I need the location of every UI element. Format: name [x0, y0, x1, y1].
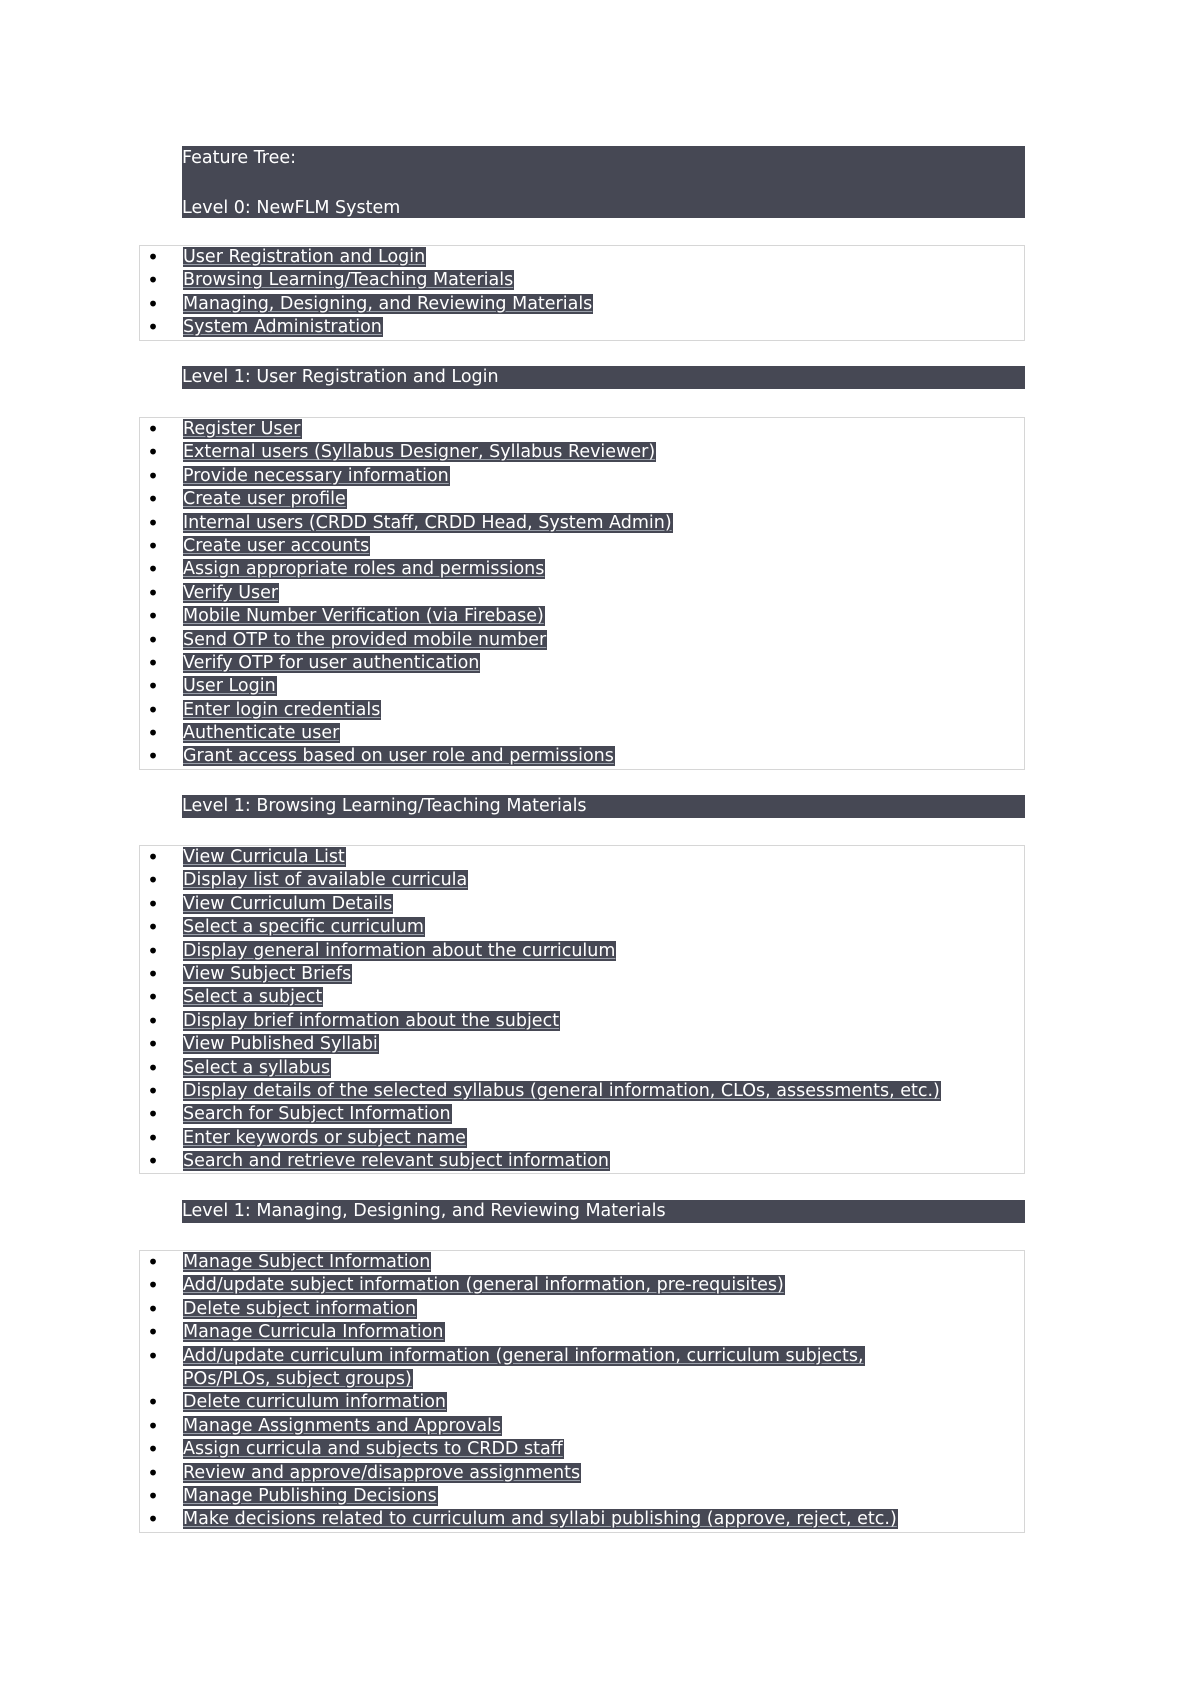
list-item [140, 1391, 1024, 1414]
bullet-icon: • [147, 721, 159, 746]
bullet-icon: • [147, 1008, 159, 1033]
section-heading-managing [182, 1200, 1025, 1223]
list-item-text: Select a specific curriculum [183, 917, 424, 938]
list-item [140, 1508, 1024, 1531]
list-item-text: Search for Subject Information [183, 1104, 451, 1125]
bullet-icon: • [147, 868, 159, 893]
browsing-list [139, 845, 1025, 1174]
bullet-icon: • [147, 845, 159, 869]
list-item-text: Create user profile [183, 489, 346, 510]
list-item-text: Send OTP to the provided mobile number [183, 629, 547, 650]
list-item-text: Review and approve/disapprove assignments [183, 1462, 581, 1483]
list-item [140, 1080, 1024, 1103]
bullet-icon: • [147, 510, 159, 535]
list-item-text: Browsing Learning/Teaching Materials [183, 270, 514, 291]
section-heading-text: Level 1: Browsing Learning/Teaching Materials [182, 796, 587, 816]
list-item [140, 465, 1024, 488]
list-item [140, 745, 1024, 768]
bullet-icon: • [147, 938, 159, 963]
list-item [140, 1127, 1024, 1150]
bullet-icon: • [147, 985, 159, 1010]
bullet-icon: • [147, 487, 159, 512]
list-item-text: Add/update subject information (general information, pre-requisites) [183, 1275, 784, 1296]
list-item [140, 940, 1024, 963]
list-item-text: View Curricula List [183, 847, 345, 867]
list-item-text: System Administration [183, 317, 382, 338]
list-item [140, 1485, 1024, 1508]
list-item [140, 869, 1024, 892]
bullet-icon: • [147, 440, 159, 465]
list-item-text: Manage Assignments and Approvals [183, 1415, 502, 1436]
list-item-text: Enter login credentials [183, 699, 381, 720]
bullet-icon: • [147, 1390, 159, 1415]
list-item [140, 1010, 1024, 1033]
bullet-icon: • [147, 1125, 159, 1150]
section-heading-browsing [182, 795, 1025, 818]
list-item-text: Verify OTP for user authentication [183, 652, 480, 673]
list-item-text: Display brief information about the subject [183, 1010, 560, 1031]
list-item [140, 1150, 1024, 1173]
bullet-icon: • [147, 1273, 159, 1298]
list-item-text: Manage Subject Information [183, 1252, 431, 1272]
list-item-text: Managing, Designing, and Reviewing Materials [183, 293, 593, 314]
list-item [140, 916, 1024, 939]
list-item-text: Delete subject information [183, 1298, 417, 1319]
list-item [140, 535, 1024, 558]
bullet-icon: • [147, 1296, 159, 1321]
list-item [140, 1438, 1024, 1461]
bullet-icon: • [147, 961, 159, 986]
list-item [140, 1345, 1024, 1392]
bullet-icon: • [147, 1032, 159, 1057]
list-item-text: Mobile Number Verification (via Firebase) [183, 606, 544, 627]
list-item-text: External users (Syllabus Designer, Syllabus Reviewer) [183, 442, 656, 463]
list-item-text: Verify User [183, 582, 279, 603]
bullet-icon: • [147, 533, 159, 558]
list-item [140, 652, 1024, 675]
list-item [140, 558, 1024, 581]
feature-tree-header [182, 146, 1025, 218]
bullet-icon: • [147, 697, 159, 722]
managing-list [139, 1250, 1025, 1533]
bullet-icon: • [147, 1250, 159, 1274]
list-item [140, 1274, 1024, 1297]
list-item-text: Manage Publishing Decisions [183, 1485, 437, 1506]
list-item-text: Enter keywords or subject name [183, 1127, 466, 1148]
section-heading-text: Level 1: User Registration and Login [182, 367, 499, 387]
list-item [140, 418, 1024, 441]
bullet-icon: • [147, 1483, 159, 1508]
list-item-text: View Subject Briefs [183, 963, 352, 984]
list-item [140, 246, 1024, 269]
bullet-icon: • [147, 891, 159, 916]
level0-title: Level 0: NewFLM System [182, 198, 401, 218]
bullet-icon: • [147, 1413, 159, 1438]
list-item [140, 1415, 1024, 1438]
list-item-text: Display list of available curricula [183, 870, 468, 891]
list-item-text: Grant access based on user role and permissions [183, 746, 614, 767]
bullet-icon: • [147, 291, 159, 316]
bullet-icon: • [147, 915, 159, 940]
bullet-icon: • [147, 1507, 159, 1532]
list-item [140, 605, 1024, 628]
list-item-text: Provide necessary information [183, 465, 449, 486]
bullet-icon: • [147, 1437, 159, 1462]
list-item [140, 699, 1024, 722]
list-item [140, 441, 1024, 464]
list-item-text: User Registration and Login [183, 247, 426, 267]
list-item [140, 846, 1024, 869]
bullet-icon: • [147, 417, 159, 441]
list-item-text: Delete curriculum information [183, 1392, 446, 1413]
bullet-icon: • [147, 1055, 159, 1080]
list-item-text: Assign appropriate roles and permissions [183, 559, 545, 580]
list-item-text: View Published Syllabi [183, 1034, 378, 1055]
list-item [140, 722, 1024, 745]
list-item-wrap [183, 1345, 943, 1392]
list-item-text: Internal users (CRDD Staff, CRDD Head, System Admin) [183, 512, 672, 533]
section-heading-text: Level 1: Managing, Designing, and Reviewing Materials [182, 1201, 666, 1221]
bullet-icon: • [147, 1320, 159, 1345]
list-item [140, 963, 1024, 986]
list-item-text: View Curriculum Details [183, 893, 393, 914]
user-registration-list [139, 417, 1025, 770]
list-item [140, 488, 1024, 511]
bullet-icon: • [147, 674, 159, 699]
level0-list [139, 245, 1025, 341]
bullet-icon: • [147, 650, 159, 675]
list-item [140, 293, 1024, 316]
list-item-text: Add/update curriculum information (general information, curriculum subjects, POs/PLOs, subject groups) [183, 1345, 864, 1389]
list-item-text: Make decisions related to curriculum and syllabi publishing (approve, reject, etc.) [183, 1509, 897, 1530]
list-item [140, 582, 1024, 605]
bullet-icon: • [147, 1102, 159, 1127]
section-heading-user-registration [182, 366, 1025, 389]
list-item [140, 893, 1024, 916]
bullet-icon: • [147, 557, 159, 582]
list-item-text: Select a subject [183, 987, 323, 1008]
list-item-text: User Login [183, 676, 276, 697]
list-item [140, 1298, 1024, 1321]
header-spacer [182, 170, 1025, 196]
list-item [140, 1033, 1024, 1056]
list-item-text: Select a syllabus [183, 1057, 331, 1078]
list-item [140, 1057, 1024, 1080]
bullet-icon: • [147, 268, 159, 293]
list-item-text: Display details of the selected syllabus (general information, CLOs, assessments, etc.) [183, 1080, 940, 1101]
bullet-icon: • [147, 315, 159, 340]
list-item-text: Manage Curricula Information [183, 1322, 444, 1343]
list-item [140, 986, 1024, 1009]
bullet-icon: • [147, 744, 159, 769]
list-item [140, 1251, 1024, 1274]
bullet-icon: • [147, 245, 159, 269]
list-item [140, 1321, 1024, 1344]
list-item [140, 269, 1024, 292]
list-item [140, 629, 1024, 652]
bullet-icon: • [147, 627, 159, 652]
bullet-icon: • [147, 580, 159, 605]
list-item [140, 1103, 1024, 1126]
list-item [140, 675, 1024, 698]
bullet-icon: • [147, 1078, 159, 1103]
bullet-icon: • [147, 1343, 159, 1368]
bullet-icon: • [147, 604, 159, 629]
feature-tree-title: Feature Tree: [182, 148, 297, 168]
bullet-icon: • [147, 1149, 159, 1174]
list-item [140, 316, 1024, 339]
bullet-icon: • [147, 463, 159, 488]
list-item-text: Create user accounts [183, 535, 370, 556]
list-item-text: Assign curricula and subjects to CRDD staff [183, 1439, 563, 1460]
list-item-text: Display general information about the curriculum [183, 940, 616, 961]
bullet-icon: • [147, 1460, 159, 1485]
list-item-text: Search and retrieve relevant subject information [183, 1151, 609, 1172]
list-item [140, 1462, 1024, 1485]
list-item [140, 512, 1024, 535]
list-item-text: Register User [183, 419, 301, 439]
list-item-text: Authenticate user [183, 723, 340, 744]
